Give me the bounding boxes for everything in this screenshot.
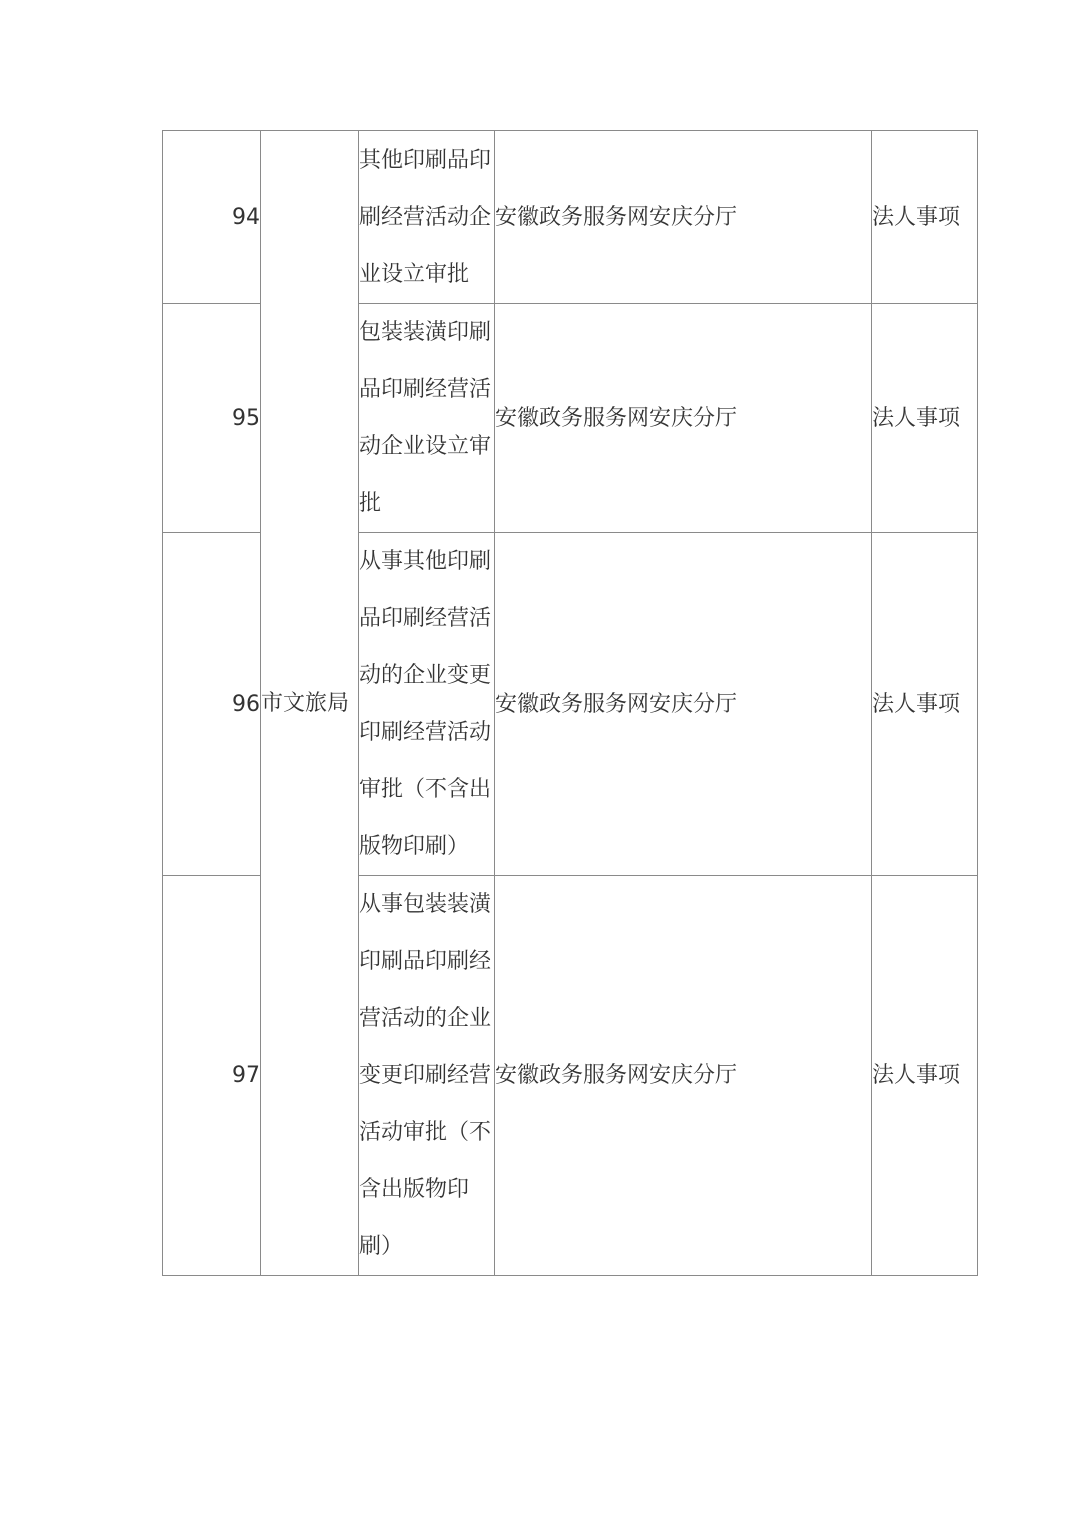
item-type: 法人事项 [872,533,978,876]
item-type: 法人事项 [872,131,978,304]
department-cell: 市文旅局 [261,131,359,1276]
platform-name: 安徽政务服务网安庆分厅 [495,876,872,1276]
row-number: 96 [163,533,261,876]
platform-name: 安徽政务服务网安庆分厅 [495,131,872,304]
row-number: 94 [163,131,261,304]
row-number: 95 [163,304,261,533]
item-name: 包装装潢印刷品印刷经营活动企业设立审批 [359,304,495,533]
platform-name: 安徽政务服务网安庆分厅 [495,304,872,533]
item-name: 从事包装装潢印刷品印刷经营活动的企业变更印刷经营活动审批（不含出版物印刷） [359,876,495,1276]
table-row [163,131,978,304]
platform-name: 安徽政务服务网安庆分厅 [495,533,872,876]
service-items-table [162,130,978,1276]
item-name: 从事其他印刷品印刷经营活动的企业变更印刷经营活动审批（不含出版物印刷） [359,533,495,876]
item-type: 法人事项 [872,876,978,1276]
row-number: 97 [163,876,261,1276]
item-name: 其他印刷品印刷经营活动企业设立审批 [359,131,495,304]
item-type: 法人事项 [872,304,978,533]
